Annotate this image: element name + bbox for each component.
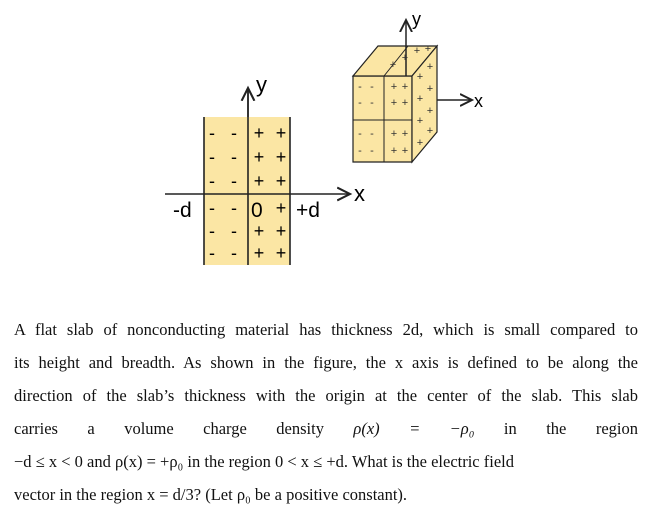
- plus-sign: +: [416, 93, 424, 105]
- plus-sign: +: [426, 105, 434, 117]
- problem-line-1: A flat slab of nonconducting material has thickness 2d, which is small compared to: [14, 320, 638, 339]
- minus-sign: -: [358, 128, 362, 140]
- minus-sign: -: [209, 123, 215, 143]
- plus-sign: +: [275, 198, 287, 218]
- charge-density-formula: ρ(x) = −ρ₀: [353, 419, 475, 438]
- word: a: [87, 419, 95, 438]
- minus-sign: -: [370, 128, 374, 140]
- plus-sign: +: [275, 147, 287, 167]
- plus-sign: +: [401, 97, 409, 109]
- plus-sign: +: [389, 59, 397, 71]
- plus-sign: +: [390, 81, 398, 93]
- plus-sign: +: [401, 52, 409, 64]
- minus-sign: -: [358, 81, 362, 93]
- plus-sign: +: [275, 171, 287, 191]
- problem-line-2: its height and breadth. As shown in the figure, the x axis is defined to be along the: [14, 353, 638, 372]
- minus-sign: -: [209, 198, 215, 218]
- word: carries: [14, 419, 58, 438]
- plus-sign: +: [253, 171, 265, 191]
- plus-sign: +: [390, 97, 398, 109]
- plus-sign: +: [416, 115, 424, 127]
- minus-sign: -: [231, 171, 237, 191]
- plus-sign: +: [275, 243, 287, 263]
- plus-sign: +: [253, 147, 265, 167]
- plus-sign: +: [390, 128, 398, 140]
- minus-sign: -: [231, 243, 237, 263]
- minus-sign: -: [209, 221, 215, 241]
- plus-sign: +: [390, 145, 398, 157]
- slab-3d-view: [353, 9, 483, 162]
- x-axis-label-3d: x: [474, 91, 483, 111]
- minus-sign: -: [231, 147, 237, 167]
- y-axis-label-3d: y: [412, 9, 421, 29]
- minus-sign: -: [358, 145, 362, 157]
- plus-sign: +: [401, 145, 409, 157]
- minus-sign: -: [370, 145, 374, 157]
- problem-line-3: direction of the slab’s thickness with the origin at the center of the slab. This slab: [14, 386, 638, 405]
- plus-sign: +: [424, 43, 432, 55]
- plus-sign: +: [253, 123, 265, 143]
- y-axis-label-2d: y: [256, 72, 267, 97]
- plus-sign: +: [416, 137, 424, 149]
- plus-sign: +: [413, 45, 421, 57]
- word: the: [546, 419, 567, 438]
- plus-sign: +: [275, 221, 287, 241]
- word: region: [595, 419, 638, 438]
- problem-statement: [14, 313, 638, 511]
- plus-sign: +: [253, 243, 265, 263]
- minus-sign: -: [231, 221, 237, 241]
- minus-sign: -: [231, 123, 237, 143]
- minus-sign: -: [209, 243, 215, 263]
- plus-sign: +: [401, 128, 409, 140]
- plus-sign: +: [416, 71, 424, 83]
- problem-line-6: vector in the region x = d/3? (Let ρ₀ be a positive constant).: [14, 485, 408, 504]
- plus-sign: +: [426, 125, 434, 137]
- minus-sign: -: [209, 171, 215, 191]
- minus-sign: -: [358, 97, 362, 109]
- x-axis-label-2d: x: [354, 181, 365, 206]
- plus-sign: +: [426, 61, 434, 73]
- word: volume: [124, 419, 174, 438]
- right-edge-label: +d: [296, 199, 320, 222]
- word: in: [503, 419, 517, 438]
- minus-sign: -: [370, 97, 374, 109]
- plus-sign: +: [253, 221, 265, 241]
- origin-label: 0: [251, 199, 263, 222]
- word: charge: [203, 419, 247, 438]
- slab-cross-section: [165, 72, 365, 265]
- plus-sign: +: [275, 123, 287, 143]
- left-edge-label: -d: [173, 199, 192, 222]
- minus-sign: -: [370, 81, 374, 93]
- minus-sign: -: [231, 198, 237, 218]
- problem-line-5: −d ≤ x < 0 and ρ(x) = +ρ₀ in the region 0 < x ≤ +d. What is the electric field: [14, 452, 514, 471]
- plus-sign: +: [401, 81, 409, 93]
- minus-sign: -: [209, 147, 215, 167]
- plus-sign: +: [426, 83, 434, 95]
- word: density: [276, 419, 324, 438]
- problem-line-4: [14, 412, 638, 445]
